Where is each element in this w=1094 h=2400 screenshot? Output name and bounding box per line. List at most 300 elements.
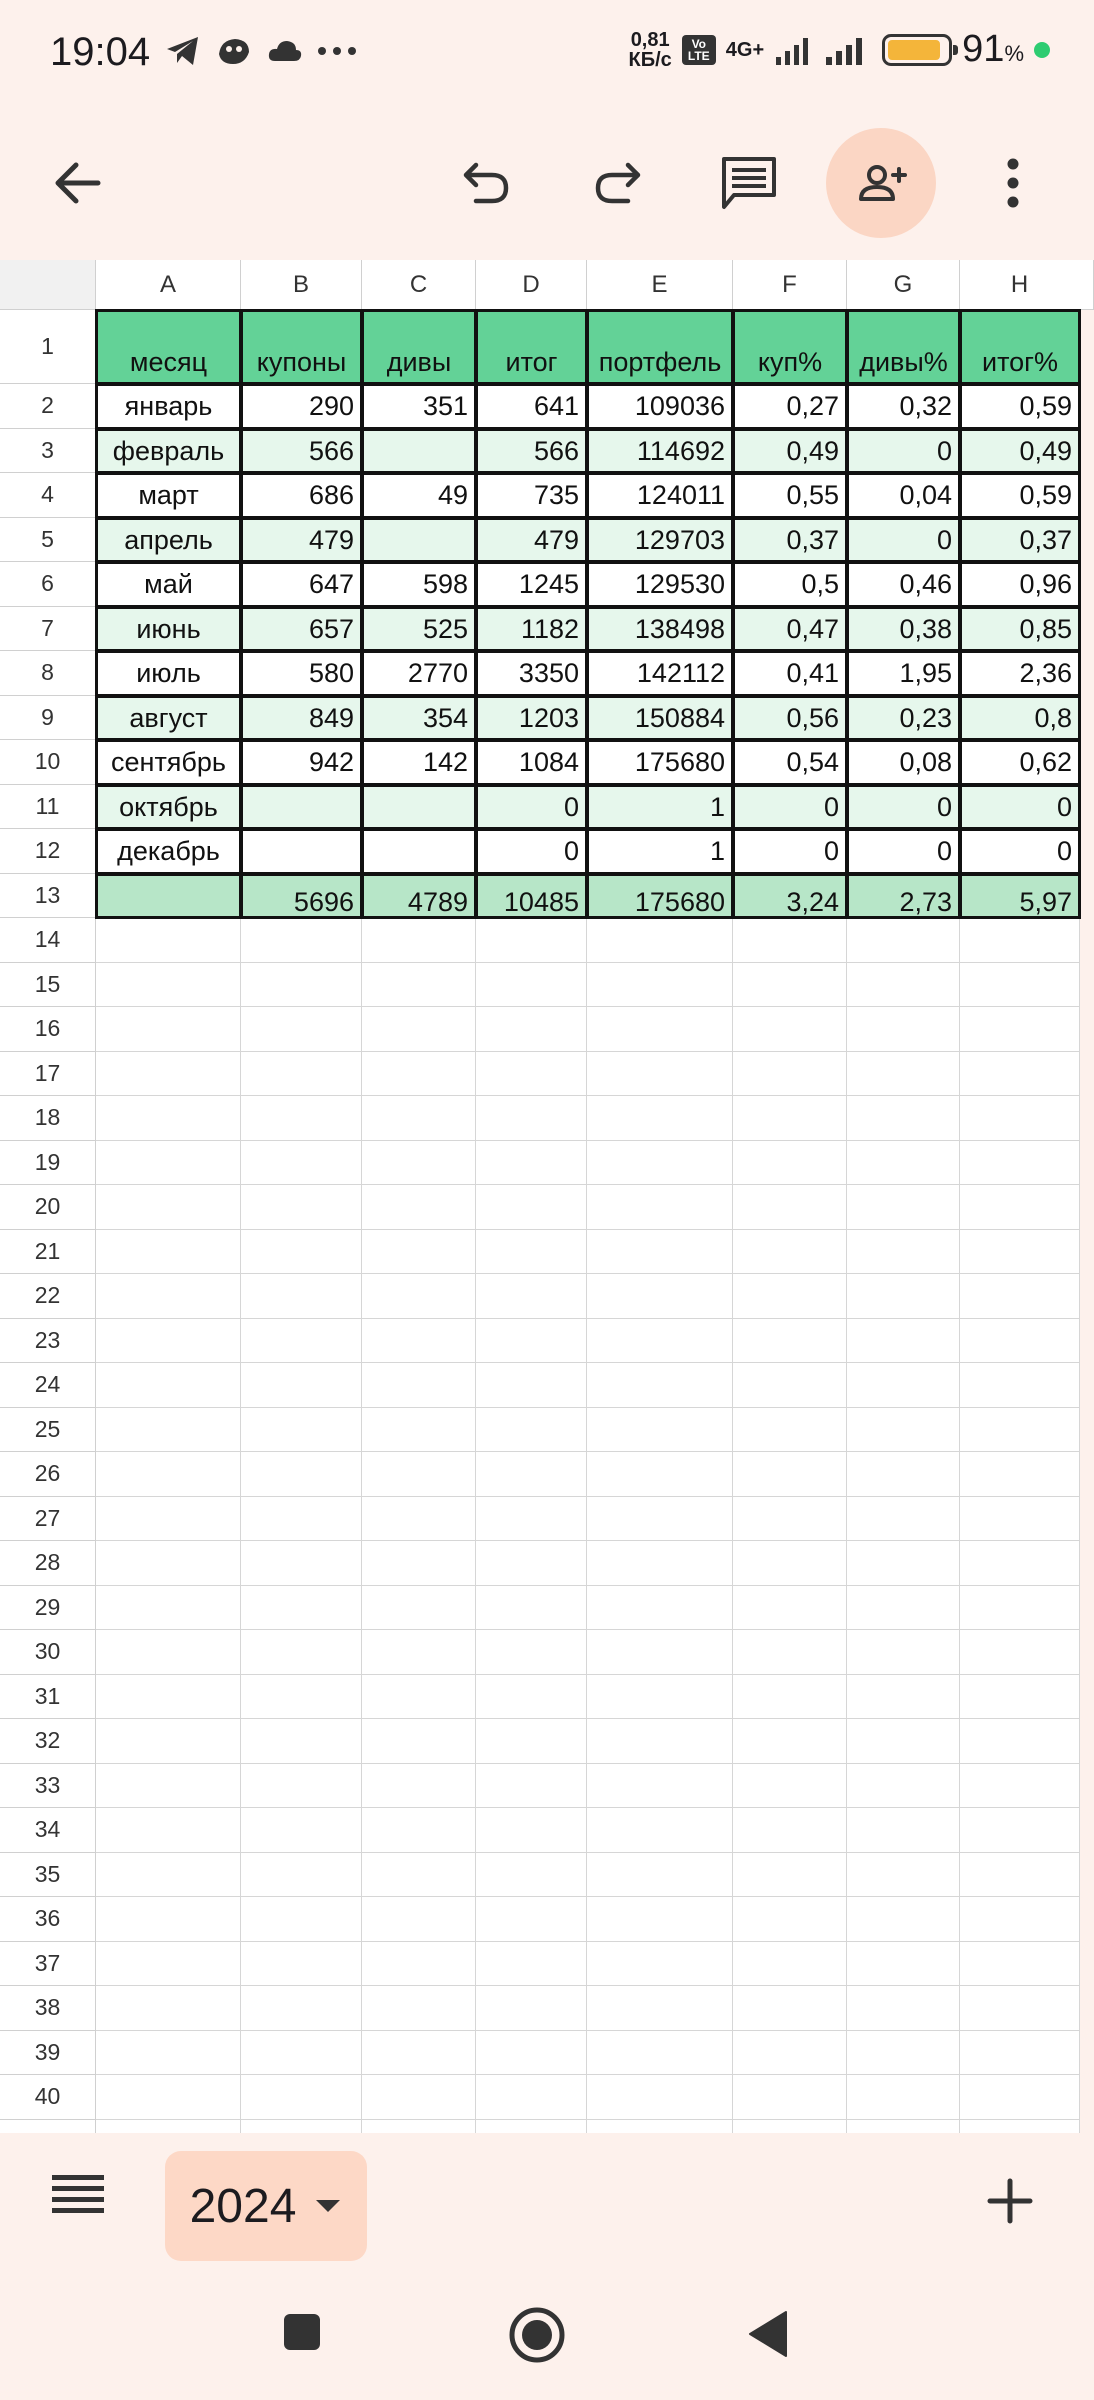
grid-cell[interactable] [476, 1452, 587, 1497]
grid-cell[interactable] [362, 1230, 476, 1275]
grid-cell[interactable] [587, 1808, 733, 1853]
grid-cell[interactable] [96, 1408, 241, 1453]
row-header-39[interactable]: 39 [0, 2031, 96, 2076]
grid-cell[interactable] [362, 1497, 476, 1542]
data-cell[interactable]: 0,41 [732, 650, 848, 697]
grid-cell[interactable] [960, 963, 1080, 1008]
data-cell[interactable]: 0,5 [732, 561, 848, 608]
data-cell[interactable] [361, 517, 477, 564]
grid-cell[interactable] [733, 1230, 847, 1275]
sheet-tab-2024[interactable] [165, 2151, 367, 2261]
grid-cell[interactable] [476, 1541, 587, 1586]
grid-cell[interactable] [96, 1719, 241, 1764]
header-cell[interactable]: итог% [959, 309, 1081, 385]
grid-cell[interactable] [241, 1007, 362, 1052]
row-header-11[interactable]: 11 [0, 785, 96, 830]
column-header-f[interactable]: F [733, 260, 847, 310]
grid-cell[interactable] [733, 1319, 847, 1364]
grid-cell[interactable] [733, 1452, 847, 1497]
row-header-25[interactable]: 25 [0, 1408, 96, 1453]
column-header-b[interactable]: B [241, 260, 362, 310]
data-cell[interactable]: апрель [95, 517, 242, 564]
column-header-a[interactable]: A [96, 260, 241, 310]
data-cell[interactable]: 0,27 [732, 383, 848, 430]
data-cell[interactable]: 0 [846, 784, 961, 831]
grid-cell[interactable] [241, 1452, 362, 1497]
data-cell[interactable]: 686 [240, 472, 363, 519]
grid-cell[interactable] [362, 1764, 476, 1809]
grid-cell[interactable] [241, 1141, 362, 1186]
grid-cell[interactable] [847, 1808, 960, 1853]
grid-cell[interactable] [587, 1052, 733, 1097]
data-cell[interactable]: 0,08 [846, 739, 961, 786]
data-cell[interactable]: 0 [732, 828, 848, 875]
grid-cell[interactable] [96, 1497, 241, 1542]
data-cell[interactable]: 1182 [475, 606, 588, 653]
total-cell[interactable]: 175680 [586, 873, 734, 920]
grid-cell[interactable] [587, 1363, 733, 1408]
grid-cell[interactable] [241, 2031, 362, 2076]
data-cell[interactable]: 1245 [475, 561, 588, 608]
grid-cell[interactable] [847, 1719, 960, 1764]
grid-cell[interactable] [847, 918, 960, 963]
data-cell[interactable]: 0,47 [732, 606, 848, 653]
row-header-19[interactable]: 19 [0, 1141, 96, 1186]
grid-cell[interactable] [241, 1274, 362, 1319]
grid-cell[interactable] [733, 1586, 847, 1631]
grid-cell[interactable] [960, 1719, 1080, 1764]
data-cell[interactable]: 598 [361, 561, 477, 608]
data-cell[interactable]: 0,8 [959, 695, 1081, 742]
grid-cell[interactable] [847, 1675, 960, 1720]
grid-cell[interactable] [241, 1230, 362, 1275]
data-cell[interactable]: март [95, 472, 242, 519]
grid-cell[interactable] [241, 1319, 362, 1364]
data-cell[interactable]: 566 [240, 428, 363, 475]
add-sheet-button[interactable] [970, 2161, 1050, 2241]
data-cell[interactable]: 0,37 [959, 517, 1081, 564]
redo-button[interactable] [562, 128, 672, 238]
total-cell[interactable]: 4789 [361, 873, 477, 920]
row-header-27[interactable]: 27 [0, 1497, 96, 1542]
home-button[interactable] [508, 2306, 566, 2364]
spreadsheet-grid[interactable] [0, 260, 1080, 2133]
grid-cell[interactable] [241, 1052, 362, 1097]
grid-cell[interactable] [96, 1185, 241, 1230]
grid-cell[interactable] [241, 1986, 362, 2031]
data-cell[interactable]: 0 [959, 784, 1081, 831]
all-sheets-button[interactable] [50, 2171, 130, 2231]
grid-cell[interactable] [96, 2075, 241, 2120]
column-header-e[interactable]: E [587, 260, 733, 310]
data-cell[interactable]: 0,37 [732, 517, 848, 564]
grid-cell[interactable] [847, 1141, 960, 1186]
grid-cell[interactable] [96, 1586, 241, 1631]
column-header-d[interactable]: D [476, 260, 587, 310]
grid-cell[interactable] [96, 1052, 241, 1097]
data-cell[interactable]: 129530 [586, 561, 734, 608]
row-header-34[interactable]: 34 [0, 1808, 96, 1853]
grid-cell[interactable] [733, 1853, 847, 1898]
grid-cell[interactable] [362, 963, 476, 1008]
grid-cell[interactable] [587, 1185, 733, 1230]
data-cell[interactable]: 657 [240, 606, 363, 653]
grid-cell[interactable] [476, 1897, 587, 1942]
grid-cell[interactable] [587, 1541, 733, 1586]
row-header-36[interactable]: 36 [0, 1897, 96, 1942]
select-all-corner[interactable] [0, 260, 96, 310]
grid-cell[interactable] [733, 1764, 847, 1809]
grid-cell[interactable] [241, 1586, 362, 1631]
total-cell[interactable]: 10485 [475, 873, 588, 920]
row-header-29[interactable]: 29 [0, 1586, 96, 1631]
grid-cell[interactable] [241, 1764, 362, 1809]
grid-cell[interactable] [476, 1675, 587, 1720]
grid-cell[interactable] [587, 963, 733, 1008]
grid-cell[interactable] [476, 1363, 587, 1408]
data-cell[interactable]: 0,32 [846, 383, 961, 430]
row-header-38[interactable]: 38 [0, 1986, 96, 2031]
grid-cell[interactable] [241, 1096, 362, 1141]
data-cell[interactable]: 109036 [586, 383, 734, 430]
grid-cell[interactable] [362, 1586, 476, 1631]
grid-cell[interactable] [96, 1096, 241, 1141]
column-header-h[interactable]: H [960, 260, 1080, 310]
grid-cell[interactable] [241, 1541, 362, 1586]
data-cell[interactable]: август [95, 695, 242, 742]
grid-cell[interactable] [476, 2075, 587, 2120]
grid-cell[interactable] [476, 1942, 587, 1987]
row-header-14[interactable]: 14 [0, 918, 96, 963]
row-header-10[interactable]: 10 [0, 740, 96, 785]
data-cell[interactable]: 142 [361, 739, 477, 786]
header-cell[interactable]: портфель [586, 309, 734, 385]
grid-cell[interactable] [960, 1942, 1080, 1987]
header-cell[interactable]: месяц [95, 309, 242, 385]
row-header-24[interactable]: 24 [0, 1363, 96, 1408]
data-cell[interactable]: 0,38 [846, 606, 961, 653]
grid-cell[interactable] [733, 2031, 847, 2076]
data-cell[interactable]: 0,56 [732, 695, 848, 742]
grid-cell[interactable] [241, 1675, 362, 1720]
grid-cell[interactable] [241, 2075, 362, 2120]
grid-cell[interactable] [960, 1853, 1080, 1898]
grid-cell[interactable] [847, 963, 960, 1008]
grid-cell[interactable] [960, 1675, 1080, 1720]
row-header-1[interactable]: 1 [0, 310, 96, 384]
grid-cell[interactable] [847, 1408, 960, 1453]
grid-cell[interactable] [241, 1853, 362, 1898]
row-header-40[interactable]: 40 [0, 2075, 96, 2120]
grid-cell[interactable] [96, 1230, 241, 1275]
grid-cell[interactable] [960, 1452, 1080, 1497]
header-cell[interactable]: купоны [240, 309, 363, 385]
grid-cell[interactable] [847, 1942, 960, 1987]
data-cell[interactable]: 138498 [586, 606, 734, 653]
grid-cell[interactable] [733, 1096, 847, 1141]
data-cell[interactable]: 2,36 [959, 650, 1081, 697]
data-cell[interactable]: сентябрь [95, 739, 242, 786]
grid-cell[interactable] [96, 1808, 241, 1853]
data-cell[interactable]: 0,59 [959, 383, 1081, 430]
data-cell[interactable]: январь [95, 383, 242, 430]
header-cell[interactable]: куп% [732, 309, 848, 385]
data-cell[interactable]: 0 [475, 828, 588, 875]
grid-cell[interactable] [476, 963, 587, 1008]
data-cell[interactable]: 1 [586, 828, 734, 875]
grid-cell[interactable] [960, 1541, 1080, 1586]
grid-cell[interactable] [96, 1363, 241, 1408]
grid-cell[interactable] [96, 1675, 241, 1720]
grid-cell[interactable] [476, 1230, 587, 1275]
grid-cell[interactable] [241, 918, 362, 963]
grid-cell[interactable] [241, 1808, 362, 1853]
grid-cell[interactable] [587, 1986, 733, 2031]
grid-cell[interactable] [476, 1986, 587, 2031]
grid-cell[interactable] [733, 1986, 847, 2031]
comments-button[interactable] [694, 128, 804, 238]
grid-cell[interactable] [362, 1986, 476, 2031]
data-cell[interactable]: 479 [240, 517, 363, 564]
grid-cell[interactable] [847, 1586, 960, 1631]
grid-cell[interactable] [733, 1808, 847, 1853]
grid-cell[interactable] [362, 1853, 476, 1898]
data-cell[interactable]: 354 [361, 695, 477, 742]
data-cell[interactable]: 647 [240, 561, 363, 608]
grid-cell[interactable] [733, 1897, 847, 1942]
grid-cell[interactable] [587, 1897, 733, 1942]
grid-cell[interactable] [847, 1897, 960, 1942]
data-cell[interactable]: 849 [240, 695, 363, 742]
grid-cell[interactable] [733, 1141, 847, 1186]
data-cell[interactable] [361, 784, 477, 831]
grid-cell[interactable] [96, 1942, 241, 1987]
data-cell[interactable] [240, 784, 363, 831]
grid-cell[interactable] [847, 1541, 960, 1586]
grid-cell[interactable] [847, 1319, 960, 1364]
data-cell[interactable]: 580 [240, 650, 363, 697]
row-header-26[interactable]: 26 [0, 1452, 96, 1497]
grid-cell[interactable] [733, 1274, 847, 1319]
grid-cell[interactable] [847, 1274, 960, 1319]
grid-cell[interactable] [587, 1141, 733, 1186]
grid-cell[interactable] [476, 1630, 587, 1675]
data-cell[interactable]: 479 [475, 517, 588, 564]
column-header-g[interactable]: G [847, 260, 960, 310]
data-cell[interactable]: 0 [846, 428, 961, 475]
data-cell[interactable]: 0,04 [846, 472, 961, 519]
data-cell[interactable]: май [95, 561, 242, 608]
header-cell[interactable]: итог [475, 309, 588, 385]
grid-cell[interactable] [362, 1007, 476, 1052]
grid-cell[interactable] [847, 2031, 960, 2076]
grid-cell[interactable] [362, 1808, 476, 1853]
grid-cell[interactable] [960, 1274, 1080, 1319]
data-cell[interactable]: 566 [475, 428, 588, 475]
row-header-17[interactable]: 17 [0, 1052, 96, 1097]
grid-cell[interactable] [362, 2075, 476, 2120]
grid-cell[interactable] [96, 1452, 241, 1497]
grid-cell[interactable] [587, 1452, 733, 1497]
grid-cell[interactable] [587, 1586, 733, 1631]
grid-cell[interactable] [587, 1719, 733, 1764]
header-cell[interactable]: дивы [361, 309, 477, 385]
grid-cell[interactable] [362, 1274, 476, 1319]
grid-cell[interactable] [847, 1230, 960, 1275]
grid-cell[interactable] [362, 2031, 476, 2076]
grid-cell[interactable] [476, 1274, 587, 1319]
data-cell[interactable]: 351 [361, 383, 477, 430]
grid-cell[interactable] [733, 1541, 847, 1586]
grid-cell[interactable] [362, 1942, 476, 1987]
grid-cell[interactable] [587, 1274, 733, 1319]
data-cell[interactable]: 2770 [361, 650, 477, 697]
row-header-12[interactable]: 12 [0, 829, 96, 874]
grid-cell[interactable] [476, 2031, 587, 2076]
data-cell[interactable] [361, 828, 477, 875]
grid-cell[interactable] [476, 1497, 587, 1542]
grid-cell[interactable] [96, 918, 241, 963]
grid-cell[interactable] [241, 1630, 362, 1675]
grid-cell[interactable] [241, 1719, 362, 1764]
grid-cell[interactable] [362, 1675, 476, 1720]
data-cell[interactable]: 0 [959, 828, 1081, 875]
grid-cell[interactable] [362, 1185, 476, 1230]
grid-cell[interactable] [96, 1274, 241, 1319]
data-cell[interactable]: 0 [732, 784, 848, 831]
grid-cell[interactable] [362, 1452, 476, 1497]
data-cell[interactable]: 290 [240, 383, 363, 430]
data-cell[interactable]: 0,54 [732, 739, 848, 786]
data-cell[interactable] [240, 828, 363, 875]
undo-button[interactable] [432, 128, 542, 238]
grid-cell[interactable] [362, 1052, 476, 1097]
more-options-button[interactable] [958, 128, 1068, 238]
grid-cell[interactable] [960, 1586, 1080, 1631]
data-cell[interactable]: июнь [95, 606, 242, 653]
grid-cell[interactable] [847, 2075, 960, 2120]
data-cell[interactable]: 114692 [586, 428, 734, 475]
data-cell[interactable] [361, 428, 477, 475]
grid-cell[interactable] [960, 1319, 1080, 1364]
column-header-c[interactable]: C [362, 260, 476, 310]
data-cell[interactable]: 3350 [475, 650, 588, 697]
grid-cell[interactable] [847, 1986, 960, 2031]
grid-cell[interactable] [476, 1096, 587, 1141]
grid-cell[interactable] [847, 1497, 960, 1542]
data-cell[interactable]: 0,59 [959, 472, 1081, 519]
grid-cell[interactable] [476, 1141, 587, 1186]
share-button[interactable] [826, 128, 936, 238]
grid-cell[interactable] [587, 1408, 733, 1453]
row-header-37[interactable]: 37 [0, 1942, 96, 1987]
grid-cell[interactable] [362, 1719, 476, 1764]
grid-cell[interactable] [960, 1141, 1080, 1186]
grid-cell[interactable] [587, 2031, 733, 2076]
grid-cell[interactable] [960, 918, 1080, 963]
grid-cell[interactable] [847, 1185, 960, 1230]
grid-cell[interactable] [733, 2075, 847, 2120]
grid-cell[interactable] [241, 1897, 362, 1942]
grid-cell[interactable] [733, 1408, 847, 1453]
row-header-15[interactable]: 15 [0, 963, 96, 1008]
grid-cell[interactable] [241, 1408, 362, 1453]
row-header-21[interactable]: 21 [0, 1230, 96, 1275]
grid-cell[interactable] [587, 1230, 733, 1275]
row-header-23[interactable]: 23 [0, 1319, 96, 1364]
row-header-4[interactable]: 4 [0, 473, 96, 518]
grid-cell[interactable] [587, 1007, 733, 1052]
column-header-partial[interactable] [1074, 260, 1094, 310]
data-cell[interactable]: 641 [475, 383, 588, 430]
grid-cell[interactable] [733, 918, 847, 963]
grid-cell[interactable] [733, 1630, 847, 1675]
data-cell[interactable]: октябрь [95, 784, 242, 831]
grid-cell[interactable] [733, 1675, 847, 1720]
grid-cell[interactable] [476, 1052, 587, 1097]
grid-cell[interactable] [241, 1363, 362, 1408]
grid-cell[interactable] [733, 1363, 847, 1408]
grid-cell[interactable] [362, 1408, 476, 1453]
row-header-30[interactable]: 30 [0, 1630, 96, 1675]
grid-cell[interactable] [96, 1541, 241, 1586]
back-button[interactable] [22, 128, 132, 238]
data-cell[interactable]: 150884 [586, 695, 734, 742]
grid-cell[interactable] [960, 1408, 1080, 1453]
grid-cell[interactable] [96, 1319, 241, 1364]
data-cell[interactable]: 1,95 [846, 650, 961, 697]
recents-button[interactable] [282, 2312, 326, 2356]
grid-cell[interactable] [733, 1007, 847, 1052]
grid-cell[interactable] [960, 2075, 1080, 2120]
grid-cell[interactable] [362, 1141, 476, 1186]
grid-cell[interactable] [587, 1319, 733, 1364]
data-cell[interactable]: 129703 [586, 517, 734, 564]
data-cell[interactable]: 1084 [475, 739, 588, 786]
data-cell[interactable]: 0 [846, 517, 961, 564]
data-cell[interactable]: 1203 [475, 695, 588, 742]
grid-cell[interactable] [847, 1853, 960, 1898]
grid-cell[interactable] [587, 1942, 733, 1987]
grid-cell[interactable] [476, 1007, 587, 1052]
data-cell[interactable]: 0,23 [846, 695, 961, 742]
row-header-20[interactable]: 20 [0, 1185, 96, 1230]
grid-cell[interactable] [733, 1719, 847, 1764]
grid-cell[interactable] [587, 1853, 733, 1898]
total-cell[interactable] [95, 873, 242, 920]
grid-cell[interactable] [362, 1319, 476, 1364]
grid-cell[interactable] [476, 918, 587, 963]
data-cell[interactable]: 142112 [586, 650, 734, 697]
data-cell[interactable]: 0,46 [846, 561, 961, 608]
grid-cell[interactable] [960, 1808, 1080, 1853]
total-cell[interactable]: 3,24 [732, 873, 848, 920]
grid-cell[interactable] [96, 963, 241, 1008]
data-cell[interactable]: 0 [846, 828, 961, 875]
grid-cell[interactable] [847, 1764, 960, 1809]
total-cell[interactable]: 5,97 [959, 873, 1081, 920]
grid-cell[interactable] [96, 1764, 241, 1809]
data-cell[interactable]: 49 [361, 472, 477, 519]
grid-cell[interactable] [476, 1319, 587, 1364]
data-cell[interactable]: 525 [361, 606, 477, 653]
row-header-22[interactable]: 22 [0, 1274, 96, 1319]
grid-cell[interactable] [960, 2031, 1080, 2076]
row-header-18[interactable]: 18 [0, 1096, 96, 1141]
grid-cell[interactable] [476, 1408, 587, 1453]
grid-cell[interactable] [733, 1185, 847, 1230]
grid-cell[interactable] [960, 1897, 1080, 1942]
